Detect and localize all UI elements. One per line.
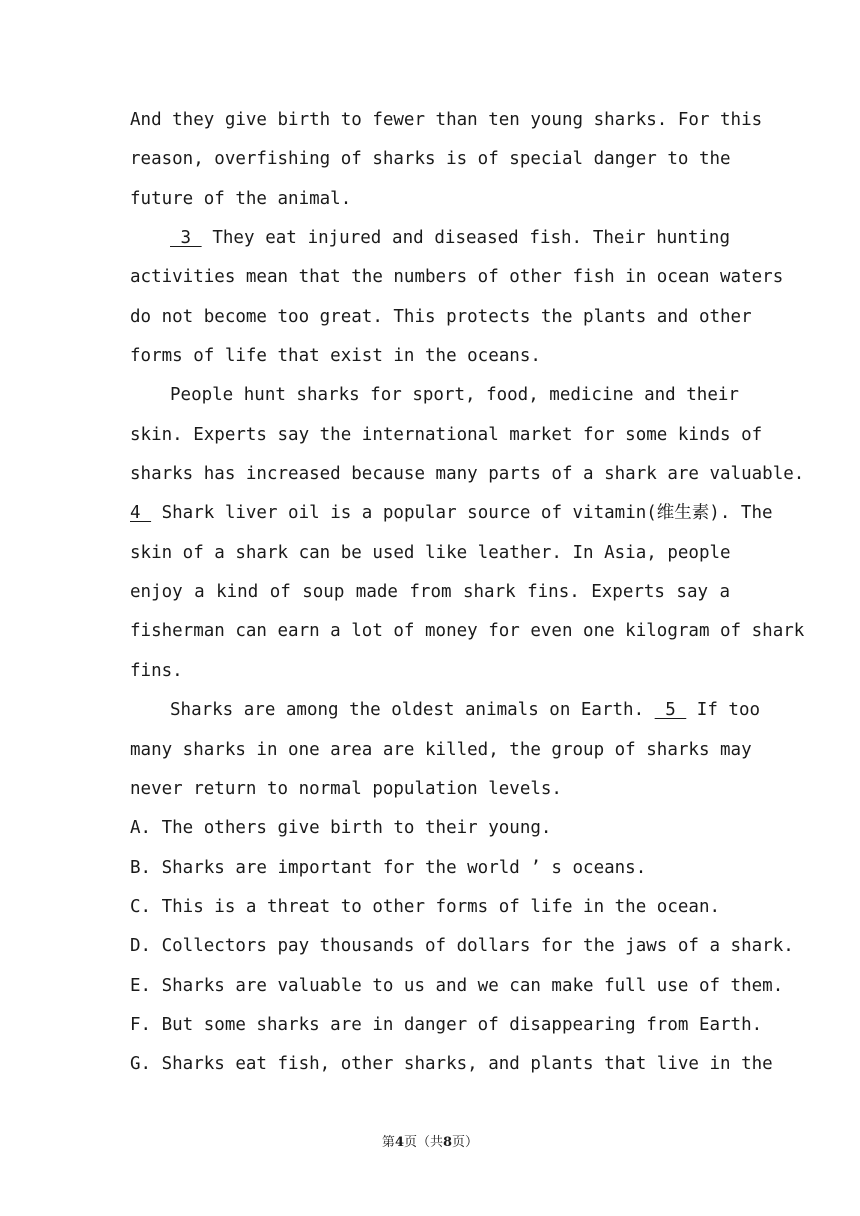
line-text: People hunt sharks for sport, food, medicine and their — [170, 385, 739, 406]
line-text: Shark liver oil is a popular source of vitamin(维生素). The — [151, 503, 773, 524]
text-line — [130, 337, 730, 376]
text-line — [130, 219, 730, 258]
line-text: A. The others give birth to their young. — [130, 818, 552, 839]
text-line — [130, 809, 730, 848]
line-text: many sharks in one area are killed, the group of sharks may — [130, 739, 752, 760]
text-line — [130, 888, 730, 927]
line-text: B. Sharks are important for the world ’ s oceans. — [130, 857, 647, 878]
text-line — [130, 494, 773, 533]
text-line — [130, 731, 752, 770]
line-text: If too — [686, 700, 761, 721]
line-text-before-blank: Sharks are among the oldest animals on Earth. — [170, 700, 655, 721]
text-line — [130, 1045, 773, 1084]
footer-page-number: 4 — [394, 1135, 404, 1150]
answer-blank: 4 — [130, 503, 152, 524]
text-line — [130, 849, 730, 888]
line-text: skin. Experts say the international market for some kinds of — [130, 424, 763, 445]
footer-suffix: 页） — [452, 1135, 479, 1150]
line-text: F. But some sharks are in danger of disappearing from Earth. — [130, 1014, 763, 1035]
footer-prefix: 第 — [381, 1135, 395, 1150]
line-text: They eat injured and diseased fish. Their hunting — [201, 228, 730, 249]
text-line — [130, 573, 730, 612]
text-line — [130, 1006, 763, 1045]
line-text: enjoy a kind of soup made from shark fins. Experts say a — [130, 582, 730, 603]
line-text: D. Collectors pay thousands of dollars for the jaws of a shark. — [130, 936, 794, 957]
line-text: And they give birth to fewer than ten young sharks. For this — [130, 110, 763, 130]
document-body — [130, 101, 805, 1085]
line-text: never return to normal population levels. — [130, 778, 562, 799]
answer-blank: 5 — [654, 700, 687, 721]
line-text: activities mean that the numbers of other fish in ocean waters — [130, 267, 784, 288]
line-text: future of the animal. — [130, 188, 352, 209]
text-line — [130, 927, 794, 966]
footer-mid: 页（共 — [403, 1135, 443, 1150]
line-text: fins. — [130, 660, 183, 681]
line-text: reason, overfishing of sharks is of special danger to the — [130, 149, 731, 170]
text-line — [130, 770, 730, 809]
text-line — [130, 534, 730, 573]
line-text: sharks has increased because many parts of a shark are valuable. — [130, 464, 805, 485]
page-footer — [0, 1131, 860, 1150]
text-line — [130, 967, 784, 1006]
text-line — [130, 180, 730, 219]
text-line — [130, 376, 739, 415]
footer-total-pages: 8 — [443, 1135, 453, 1150]
line-text: E. Sharks are valuable to us and we can make full use of them. — [130, 975, 784, 996]
text-line — [130, 455, 805, 494]
line-text: G. Sharks eat fish, other sharks, and plants that live in the — [130, 1054, 773, 1075]
text-line — [130, 612, 805, 651]
text-line — [130, 140, 730, 179]
text-line — [130, 652, 730, 691]
text-line — [130, 298, 752, 337]
text-line — [130, 101, 763, 140]
line-text: skin of a shark can be used like leather. In Asia, people — [130, 542, 731, 563]
line-text: forms of life that exist in the oceans. — [130, 346, 541, 367]
line-text: C. This is a threat to other forms of life in the ocean. — [130, 896, 721, 917]
text-line — [130, 258, 784, 297]
line-text: do not become too great. This protects the plants and other — [130, 306, 752, 327]
line-text: fisherman can earn a lot of money for even one kilogram of shark — [130, 621, 805, 642]
text-line — [130, 691, 761, 730]
answer-blank: 3 — [170, 228, 202, 249]
text-line — [130, 416, 763, 455]
